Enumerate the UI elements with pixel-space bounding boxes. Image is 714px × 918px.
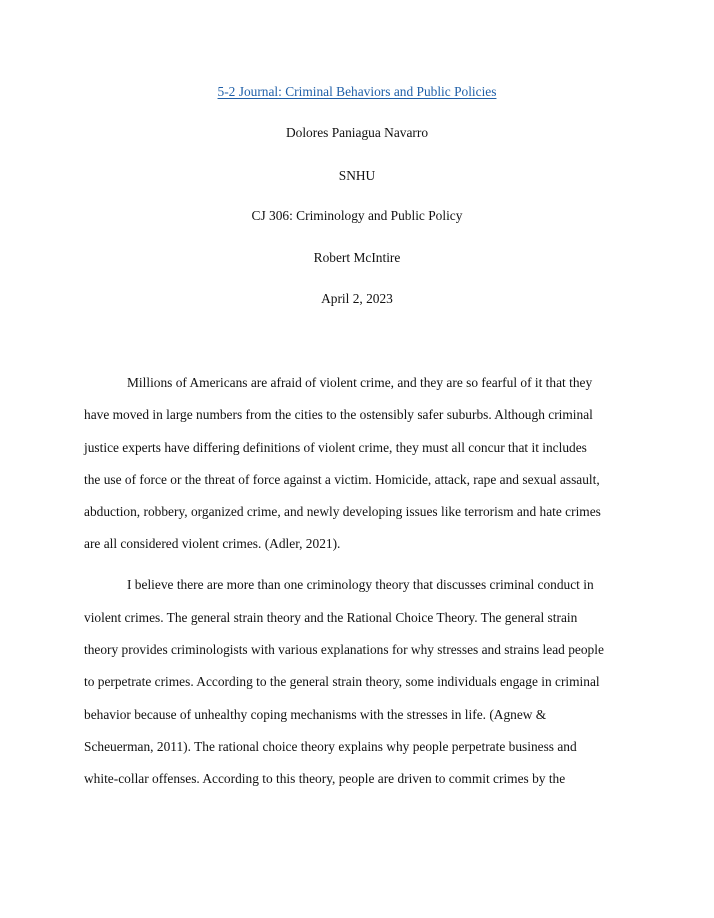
document-date: April 2, 2023 bbox=[321, 291, 393, 306]
paragraph-line: Scheuerman, 2011). The rational choice theory explains why people perpetrate business and bbox=[84, 739, 577, 754]
instructor-name: Robert McIntire bbox=[313, 250, 401, 265]
paragraph-line: abduction, robbery, organized crime, and newly developing issues like terrorism and hate crimes bbox=[84, 504, 601, 519]
title-line bbox=[0, 83, 714, 101]
paragraph-line: Millions of Americans are afraid of violent crime, and they are so fearful of it that they bbox=[127, 375, 593, 390]
paragraph-line: white-collar offenses. According to this theory, people are driven to commit crimes by the bbox=[84, 771, 566, 786]
paragraph-line: the use of force or the threat of force against a victim. Homicide, attack, rape and sexual assault, bbox=[84, 472, 600, 487]
institution-name: SNHU bbox=[338, 168, 376, 183]
paragraph-line: theory provides criminologists with various explanations for why stresses and strains lead people bbox=[84, 642, 604, 657]
paragraph-line: have moved in large numbers from the cities to the ostensibly safer suburbs. Although criminal bbox=[84, 407, 593, 422]
paragraph-line: violent crimes. The general strain theory and the Rational Choice Theory. The general strain bbox=[84, 610, 578, 625]
author-name: Dolores Paniagua Navarro bbox=[285, 125, 429, 140]
paragraph-line: are all considered violent crimes. (Adler, 2021). bbox=[84, 536, 341, 551]
document-title-link[interactable]: 5-2 Journal: Criminal Behaviors and Public Policies bbox=[217, 84, 497, 99]
paragraph-line: behavior because of unhealthy coping mechanisms with the stresses in life. (Agnew & bbox=[84, 707, 547, 722]
paragraph-line: I believe there are more than one criminology theory that discusses criminal conduct in bbox=[127, 577, 594, 592]
paragraph-line: to perpetrate crimes. According to the general strain theory, some individuals engage in criminal bbox=[84, 674, 600, 689]
paragraph-line: justice experts have differing definitions of violent crime, they must all concur that it includes bbox=[84, 440, 587, 455]
course-name: CJ 306: Criminology and Public Policy bbox=[251, 208, 463, 223]
